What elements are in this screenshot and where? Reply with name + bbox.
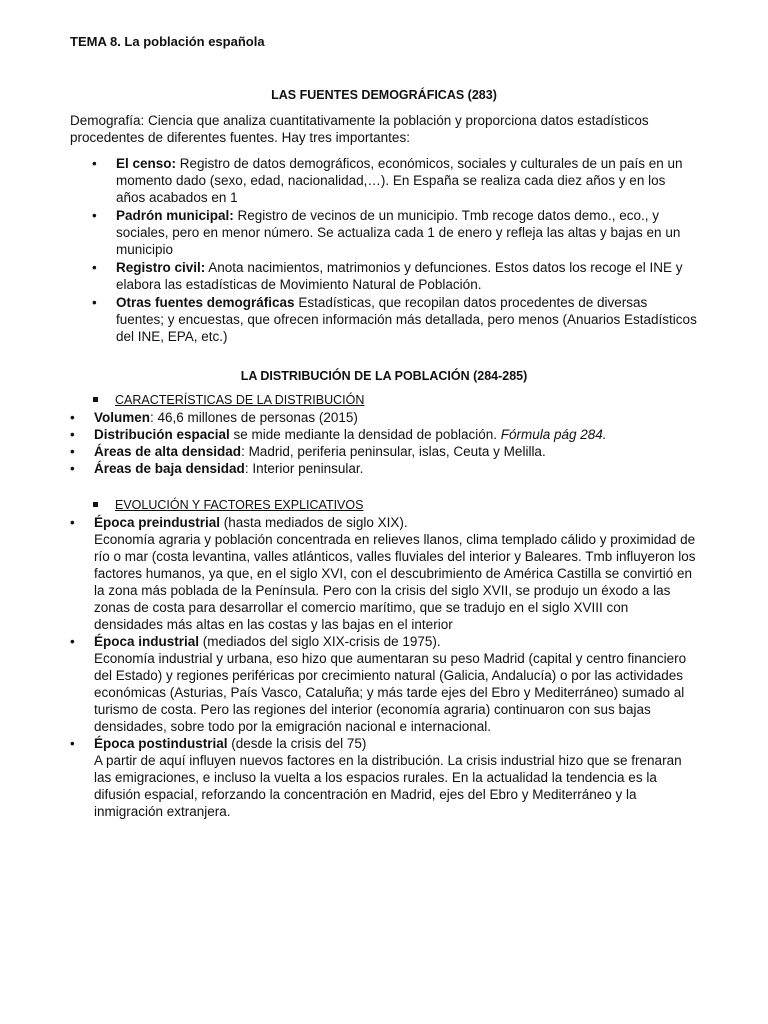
section-title-distribucion: LA DISTRIBUCIÓN DE LA POBLACIÓN (284-285): [240, 369, 528, 383]
sources-list: [70, 155, 698, 346]
list-item: • Áreas de baja densidad: Interior peninsular.: [70, 461, 364, 476]
characteristics-list: [70, 409, 698, 477]
epoch-body: A partir de aquí influyen nuevos factores en la distribución. La crisis industrial hizo que se frenaran las emigraciones, e incluso la vuelta a los espacios rurales. En la actualidad la tendencia es la difusión espacial, reforzando la concentración en Madrid, ejes del Ebro y Mediterráneo y la inmigración extranjera.: [94, 753, 682, 819]
bullet-icon: •: [70, 461, 75, 476]
document-header: TEMA 8. La población española: [70, 34, 265, 49]
list-item: [70, 294, 698, 345]
bullet-icon: •: [92, 295, 97, 310]
term: Otras fuentes demográficas: [116, 295, 295, 310]
list-item: [70, 155, 698, 206]
bullet-icon: •: [70, 444, 75, 459]
epoch-body: Economía industrial y urbana, eso hizo que aumentaran su peso Madrid (capital y centro financiero del Estado) y regiones periféricas por crecimiento natural (Galicia, Andalucía) o por las actividades económicas (Asturias, País Vasco, Cataluña; y más tarde ejes del Ebro y Mediterráneo) sumado al turismo de costa. Pero las regiones del interior (economía agraria) continuaron con sus bajas densidades, sobre todo por la emigración nacional e internacional.: [94, 651, 687, 734]
bullet-icon: •: [70, 515, 75, 530]
bullet-icon: •: [70, 736, 75, 751]
list-item: • Distribución espacial se mide mediante la densidad de población. Fórmula pág 284.: [70, 427, 607, 442]
epochs-list: [70, 514, 698, 820]
list-item: • Época postindustrial (desde la crisis del 75) A partir de aquí influyen nuevos factores en la distribución. La crisis industrial hizo que se frenaran las emigraciones, e incluso la vuelta a los espacios rurales. En la actualidad la tendencia es la difusión espacial, reforzando la concentración en Madrid, ejes del Ebro y Mediterráneo y la inmigración extranjera.: [70, 736, 682, 819]
bullet-icon: •: [92, 260, 97, 275]
bullet-icon: •: [70, 427, 75, 442]
list-item: • Áreas de alta densidad: Madrid, periferia peninsular, islas, Ceuta y Melilla.: [70, 444, 546, 459]
bullet-icon: •: [70, 634, 75, 649]
section-title-fuentes: LAS FUENTES DEMOGRÁFICAS (283): [271, 88, 497, 102]
definition: Estadísticas, que recopilan datos procedentes de diversas fuentes; y encuestas, que ofrecen información más detallada, pero menos (Anuarios Estadísticos del INE, EPA, etc.): [116, 295, 697, 344]
square-bullet-icon: [93, 502, 98, 507]
intro-paragraph: Demografía: Ciencia que analiza cuantitativamente la población y proporciona datos estadísticos procedentes de diferentes fuentes. Hay tres importantes:: [70, 113, 649, 145]
term: El censo:: [116, 156, 177, 171]
list-item: [70, 207, 698, 258]
list-item: • Época industrial (mediados del siglo XIX-crisis de 1975). Economía industrial y urbana, eso hizo que aumentaran su peso Madrid (capital y centro financiero del Estado) y regiones periféricas por crecimiento natural (Galicia, Andalucía) o por las actividades económicas (Asturias, País Vasco, Cataluña; y más tarde ejes del Ebro y Mediterráneo) sumado al turismo de costa. Pero las regiones del interior (economía agraria) continuaron con sus bajas densidades, sobre todo por la emigración nacional e internacional.: [70, 634, 687, 734]
list-item: • Volumen: 46,6 millones de personas (2015): [70, 410, 358, 425]
term: Padrón municipal:: [116, 208, 234, 223]
definition: Registro de vecinos de un municipio. Tmb recoge datos demo., eco., y sociales, pero en menor número. Se actualiza cada 1 de enero y refleja las altas y bajas en un municipio: [116, 208, 681, 257]
definition: Registro de datos demográficos, económicos, sociales y culturales de un país en un momento dado (sexo, edad, nacionalidad,…). En España se realiza cada diez años y en los años acabados en 1: [116, 156, 683, 205]
bullet-icon: •: [92, 156, 97, 171]
bullet-icon: •: [92, 208, 97, 223]
square-bullet-icon: [93, 397, 98, 402]
definition: Anota nacimientos, matrimonios y defunciones. Estos datos los recoge el INE y elabora las estadísticas de Movimiento Natural de Población.: [116, 260, 683, 292]
subheading-evolucion: EVOLUCIÓN Y FACTORES EXPLICATIVOS: [93, 497, 363, 513]
term: Registro civil:: [116, 260, 206, 275]
epoch-body: Economía agraria y población concentrada en relieves llanos, clima templado cálido y proximidad de río o mar (costa levantina, valles atlánticos, valles fluviales del interior y Baleares. Tmb influyeron los factores humanos, ya que, en el siglo XVI, con el descubrimiento de América Castilla se convirtió en la zona más poblada de la Península. Pero con la crisis del siglo XVII, se produjo un éxodo a las zonas de costa para desarrollar el comercio marítimo, que se tradujo en el siglo XVIII con densidades más altas en las costas y las bajas en el interior: [94, 532, 696, 632]
list-item: • Época preindustrial (hasta mediados de siglo XIX). Economía agraria y población concentrada en relieves llanos, clima templado cálido y proximidad de río o mar (costa levantina, valles atlánticos, valles fluviales del interior y Baleares. Tmb influyeron los factores humanos, ya que, en el siglo XVI, con el descubrimiento de América Castilla se convirtió en la zona más poblada de la Península. Pero con la crisis del siglo XVII, se produjo un éxodo a las zonas de costa para desarrollar el comercio marítimo, que se tradujo en el siglo XVIII con densidades más altas en las costas y las bajas en el interior: [70, 515, 696, 632]
bullet-icon: •: [70, 410, 75, 425]
list-item: [70, 259, 698, 293]
subheading-caracteristicas: CARACTERÍSTICAS DE LA DISTRIBUCIÓN: [93, 392, 364, 408]
